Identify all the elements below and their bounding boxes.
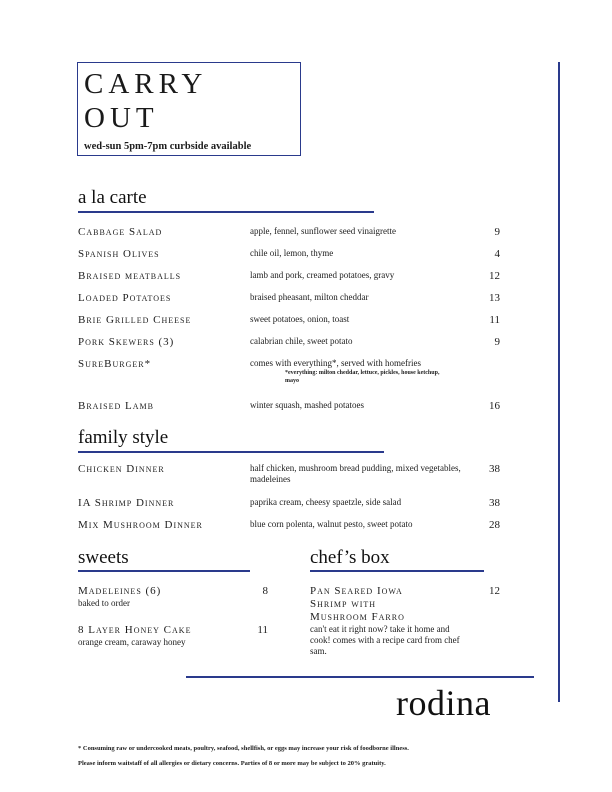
chefs-box-name-line-2: Shrimp with [310,598,377,610]
menu-item-price: 11 [489,314,500,326]
menu-item-name: Mix Mushroom Dinner [78,519,203,531]
section-underline [310,570,484,572]
rodina-logo: rodina [396,683,491,723]
menu-item-name: Cabbage Salad [78,226,163,238]
menu-item-price: 9 [494,226,500,238]
menu-item-name: 8 Layer Honey Cake [78,624,192,636]
menu-item-name: Brie Grilled Cheese [78,314,192,326]
menu-item-desc: paprika cream, cheesy spaetzle, side salad [250,497,402,507]
menu-item-name: Braised meatballs [78,270,182,282]
chefs-box-name-line-3: Mushroom Farro [310,611,405,623]
section-title-sweets: sweets [78,547,129,568]
section-title-a-la-carte: a la carte [78,187,147,208]
chefs-box-name-line-1: Pan Seared Iowa [310,585,403,597]
menu-item-price: 13 [489,292,500,304]
title-line-2: OUT [84,102,159,134]
chefs-box-desc: can't eat it right now? take it home and cook! comes with a recipe card from chef sam. [310,624,460,656]
hours-text: wed-sun 5pm-7pm curbside available [84,141,252,152]
menu-item-desc: calabrian chile, sweet potato [250,336,353,346]
menu-item-desc: orange cream, caraway honey [78,637,186,647]
menu-item-desc: half chicken, mushroom bread pudding, mixed vegetables, madeleines [250,463,461,484]
menu-item-desc: comes with everything*, served with homefries [250,358,421,368]
menu-item-price: 4 [494,248,500,260]
menu-item-price: 9 [494,336,500,348]
chefs-box-price: 12 [489,585,500,597]
menu-item-desc: lamb and pork, creamed potatoes, gravy [250,270,395,280]
menu-item-price: 28 [489,519,500,531]
menu-item-desc: blue corn polenta, walnut pesto, sweet potato [250,519,413,529]
menu-item-name: IA Shrimp Dinner [78,497,175,509]
menu-item-name: Pork Skewers (3) [78,336,175,348]
menu-item-price: 16 [489,400,500,412]
menu-item-price: 12 [489,270,500,282]
menu-item-price: 38 [489,497,500,509]
menu-item-name: Braised Lamb [78,400,154,412]
menu-item-name: Loaded Potatoes [78,292,172,304]
section-title-chefs-box: chef’s box [310,547,390,568]
title-line-1: CARRY [84,68,208,100]
menu-item-name: SureBurger* [78,358,152,370]
footer-disclaimer: * Consuming raw or undercooked meats, poultry, seafood, shellfish, or eggs may increase your risk of foodborne illness. [78,745,409,752]
menu-item-price: 8 [262,585,268,597]
footer-allergy-note: Please inform waitstaff of all allergies or dietary concerns. Parties of 8 or more may be subject to 20% gratuity. [78,760,386,767]
menu-item-desc: chile oil, lemon, thyme [250,248,334,258]
section-title-family-style: family style [78,427,169,448]
menu-item-name: Chicken Dinner [78,463,165,475]
section-underline [78,451,384,453]
menu-item-name: Madeleines (6) [78,585,162,597]
menu-item-desc: apple, fennel, sunflower seed vinaigrette [250,226,396,236]
section-underline [78,211,374,213]
brand-rule [186,676,534,678]
right-vertical-rule [558,62,560,702]
menu-item-desc: sweet potatoes, onion, toast [250,314,350,324]
menu-item-desc: winter squash, mashed potatoes [250,400,364,410]
menu-item-desc: braised pheasant, milton cheddar [250,292,369,302]
menu-item-note: *everything: milton cheddar, lettuce, pickles, house ketchup, mayo [285,370,440,384]
menu-item-price: 11 [257,624,268,636]
carry-out-title-box [77,62,301,156]
menu-item-desc: baked to order [78,598,130,608]
section-underline [78,570,250,572]
menu-item-price: 38 [489,463,500,475]
menu-item-name: Spanish Olives [78,248,160,260]
